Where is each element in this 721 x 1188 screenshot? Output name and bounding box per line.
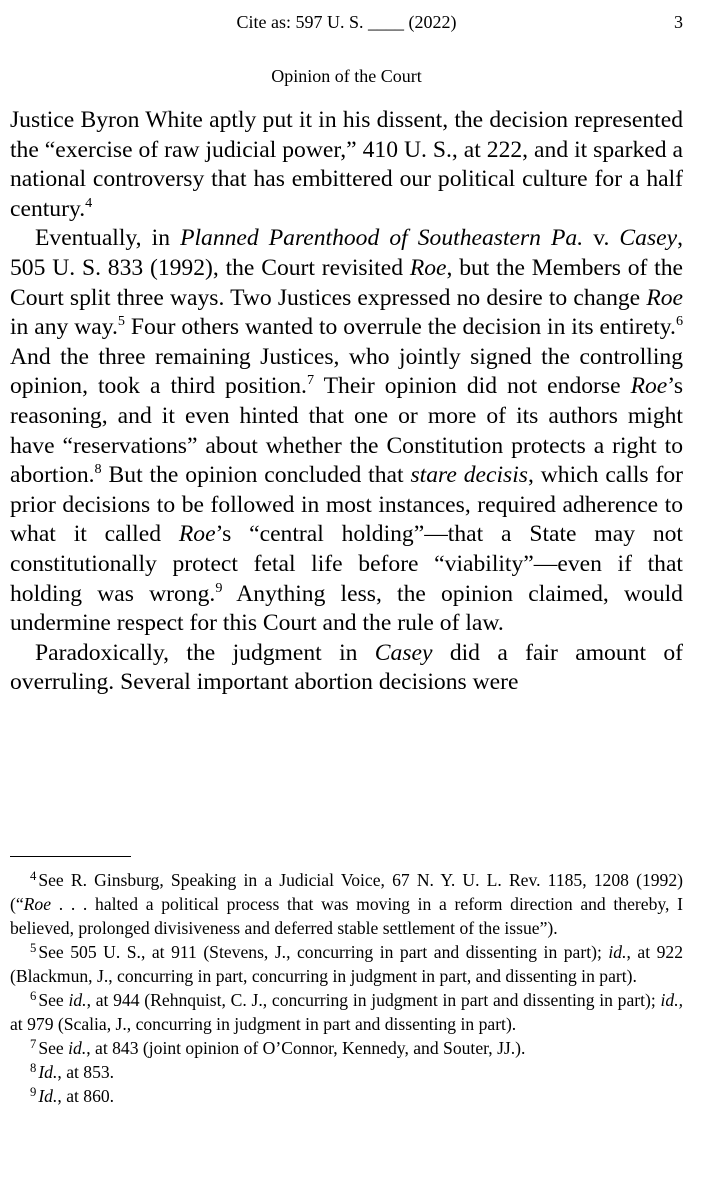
text-run: . . . halted a political process that was moving in a reform direction and thereby, I believed, prolonged divisiveness and deferred stable settlement of the issue”). [10,894,683,938]
text-run: , 505 U. S. 833 (1992), the Court revisited [10,225,683,281]
text-run: Justice Byron White aptly put it in his dissent, the decision represented the “exercise of raw judicial power,” 410 U. S., at 222, and it sparked a national controversy that has embittered our political culture for a half century. [10,107,683,222]
footnote-5 [10,940,683,988]
paragraph-3 [10,639,683,698]
text-run: , which calls for prior decisions to be followed in most instances, required adherence to what it called [10,462,684,548]
citation-italic: id. [68,990,87,1010]
case-name-italic: Casey [619,225,678,252]
footnote-number: 4 [30,869,37,884]
text-run: , at 860. [57,1086,115,1106]
footnote-number: 6 [30,989,37,1004]
text-run: Four others wanted to overrule the decision in its entirety. [125,314,676,341]
footnotes [10,868,683,1108]
footnote-6 [10,988,683,1036]
text-run: at 979 (Scalia, J., concurring in judgment in part and dissenting in part). [10,1014,517,1034]
footnote-ref-8[interactable]: 8 [94,460,102,477]
text-run: See [38,990,69,1010]
case-name-italic: Roe [630,373,668,400]
footnote-4 [10,868,683,940]
text-run: See [38,1038,69,1058]
citation-italic: Id. [38,1062,58,1082]
text-run: did a fair amount of overruling. Several important abortion decisions were [10,639,684,696]
text-run: , at 853. [57,1062,115,1082]
text-run: See R. Ginsburg, Speaking in a Judicial Voice, 67 N. Y. U. L. Rev. 1185, 1208 (1992) (“ [10,870,683,914]
citation-header: Cite as: 597 U. S. ____ (2022) [236,12,457,32]
opinion-page [10,0,683,1188]
text-run: But the opinion concluded that [101,462,411,489]
text-run: See 505 U. S., at 911 (Stevens, J., concurring in part and dissenting in part); [38,942,609,962]
citation-italic: id., [660,990,683,1010]
text-run: , at 922 (Blackmun, J., concurring in part, concurring in judgment in part, and dissenting in part). [10,942,683,986]
footnote-ref-5[interactable]: 5 [117,312,125,329]
latin-term-italic: stare decisis [410,462,528,489]
page-number: 3 [674,12,683,32]
paragraph-2 [10,224,683,638]
paragraph-1 [10,106,683,224]
footnote-ref-7[interactable]: 7 [306,372,315,389]
opinion-body [10,106,683,698]
case-name-italic: Planned Parenthood of Southeastern Pa. [180,225,584,252]
text-run: And the three remaining Justices, who jointly signed the controlling opinion, took a third position. [10,343,683,400]
footnote-9 [10,1084,683,1108]
text-run: Eventually, in [35,225,181,252]
text-run: Anything less, the opinion claimed, would undermine respect for this Court and the rule of law. [10,580,683,637]
section-title: Opinion of the Court [271,66,422,86]
text-run: ’s “central holding”—that a State may not constitutionally protect fetal life before “viability”—even if that holding was wrong. [10,521,683,607]
text-run: Their opinion did not endorse [314,373,631,400]
citation-italic: Id. [38,1086,58,1106]
citation-italic: id. [608,942,627,962]
footnote-divider [10,856,131,857]
text-run: Paradoxically, the judgment in [35,639,375,666]
footnote-number: 8 [30,1061,37,1076]
text-run: , but the Members of the Court split three ways. Two Justices expressed no desire to change [10,254,683,311]
case-name-italic: Roe [178,521,216,548]
case-name-italic: Roe [23,894,52,914]
text-run: ’s reasoning, and it even hinted that one or more of its authors might have “reservations” about whether the Constitution protects a right to abortion. [10,373,684,489]
footnote-8 [10,1060,683,1084]
text-run: , at 944 (Rehnquist, C. J., concurring in judgment in part and dissenting in part); [86,990,661,1010]
text-run: in any way. [10,314,118,341]
case-name-italic: Casey [374,639,433,666]
footnote-7 [10,1036,683,1060]
footnote-ref-9[interactable]: 9 [215,579,223,596]
footnote-number: 7 [30,1037,37,1052]
footnote-number: 9 [30,1085,37,1100]
footnote-number: 5 [30,941,37,956]
footnote-ref-6[interactable]: 6 [675,312,684,329]
running-head [10,10,683,34]
footnote-ref-4[interactable]: 4 [85,194,93,211]
case-name-italic: Roe [409,254,447,281]
case-name-italic: Roe [646,284,683,311]
text-run: v. [583,225,620,252]
citation-italic: id. [68,1038,87,1058]
text-run: , at 843 (joint opinion of O’Connor, Kennedy, and Souter, JJ.). [86,1038,526,1058]
